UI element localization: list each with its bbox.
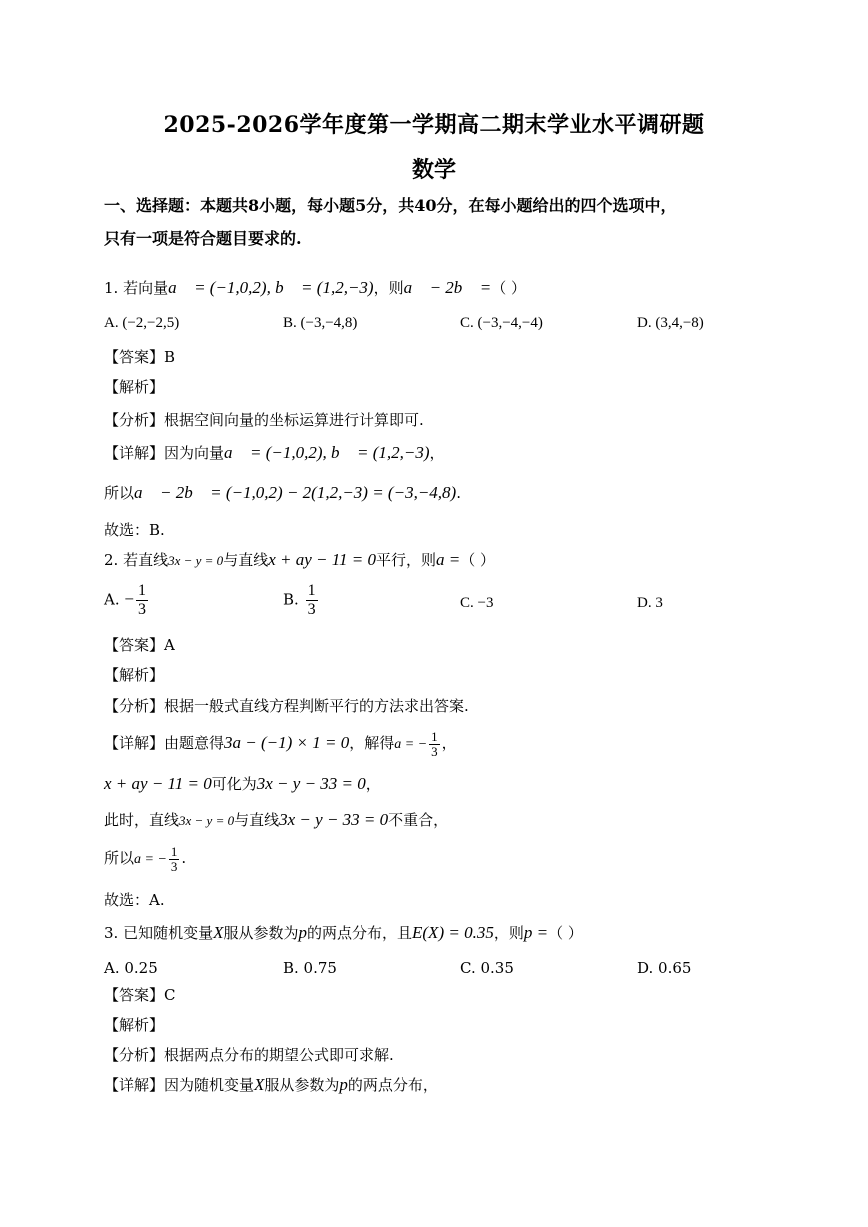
q2-answer: 【答案】A [104, 636, 175, 654]
q1-stem [104, 278, 526, 298]
q2-xiangjie [104, 725, 457, 763]
q1-fenxi: 【分析】根据空间向量的坐标运算进行计算即可. [104, 411, 424, 429]
q1-stem-mid: ，则 [373, 279, 404, 297]
q2-option-b-label: B. [283, 590, 299, 609]
q2-line4 [104, 840, 186, 878]
q3-stem-x: X [213, 923, 224, 942]
q2-line3 [104, 810, 448, 831]
q1-xiangjie-prefix: 【详解】因为向量 [104, 444, 225, 462]
q2-line2-math2: 3x − y − 33 = 0 [256, 774, 366, 793]
q2-xiangjie-mid: ，解得 [349, 734, 395, 752]
q3-option-b: B. 0.75 [283, 959, 337, 977]
q2-xiangjie-suffix: ， [441, 734, 457, 752]
q2-guxuan: 故选：A. [104, 891, 165, 909]
q2-option-d: D. 3 [637, 595, 663, 611]
q1-option-a: A. (−2,−2,5) [104, 315, 180, 331]
q2-line2 [104, 774, 381, 794]
q2-stem-mid2: 平行，则 [375, 551, 436, 569]
q2-line2-mid: 可化为 [211, 775, 257, 793]
q1-suoyi-math: a⃗ − 2b⃗ = (−1,0,2) − 2(1,2,−3) = (−3,−4,8) [134, 483, 457, 502]
q2-xiangjie-math2: a = − [394, 737, 428, 752]
q2-option-b-fraction: $\frac{1}{3}$ [307, 582, 316, 618]
q3-jiexi: 【解析】 [104, 1016, 165, 1034]
q2-option-b [283, 582, 320, 619]
q1-option-b: B. (−3,−4,8) [283, 315, 358, 331]
q1-stem-prefix: 1. 若向量 [104, 279, 169, 297]
q2-option-a-sign: − [124, 589, 134, 609]
q2-fenxi: 【分析】根据一般式直线方程判断平行的方法求出答案. [104, 697, 469, 715]
q2-line2-math1: x + ay − 11 = 0 [104, 774, 212, 793]
q2-stem-suffix: （ ） [460, 551, 495, 569]
q3-stem-p: p [298, 923, 307, 942]
q2-xiangjie-fraction: $\frac{1}{3}$ [431, 728, 438, 759]
q2-option-a [104, 582, 150, 619]
q2-line4-fraction: $\frac{1}{3}$ [170, 843, 178, 874]
q3-stem-mid3: ，则 [493, 924, 524, 942]
q3-xiangjie-prefix: 【详解】因为随机变量 [104, 1076, 255, 1094]
q2-xiangjie-math: 3a − (−1) × 1 = 0 [224, 733, 350, 752]
q3-xiangjie-suffix: 的两点分布， [347, 1076, 438, 1094]
q3-stem-prefix: 3. 已知随机变量 [104, 924, 214, 942]
q3-stem [104, 923, 583, 943]
q2-option-a-fraction: $\frac{1}{3}$ [137, 582, 146, 618]
q1-xiangjie-math: a⃗ = (−1,0,2), b⃗ = (1,2,−3) [224, 443, 430, 462]
q1-stem-suffix: （ ） [491, 279, 527, 297]
q2-line4-suffix: . [181, 849, 187, 867]
q2-line3-mid: 与直线 [234, 811, 280, 829]
q1-suoyi-suffix: . [456, 484, 461, 502]
q1-guxuan: 故选：B. [104, 521, 165, 539]
q2-line3-prefix: 此时，直线 [104, 811, 180, 829]
q3-stem-suffix: （ ） [548, 924, 583, 942]
q3-stem-math: E(X) = 0.35 [412, 923, 494, 942]
q1-option-c: C. (−3,−4,−4) [460, 315, 543, 331]
q2-stem-math1: 3x − y = 0 [168, 553, 224, 568]
q3-option-c: C. 0.35 [460, 959, 514, 977]
q3-stem-math2: p = [523, 923, 549, 942]
document-title: 2025-2026学年度第一学期高二期末学业水平调研题 [163, 112, 705, 138]
q2-xiangjie-prefix: 【详解】由题意得 [104, 734, 225, 752]
q2-stem-math2: x + ay − 11 = 0 [268, 550, 376, 569]
q3-option-a: A. 0.25 [104, 959, 158, 977]
q2-line3-math2: 3x − y − 33 = 0 [279, 810, 389, 829]
q2-stem [104, 550, 495, 571]
q3-xiangjie-x: X [254, 1075, 265, 1094]
q3-xiangjie-mid: 服从参数为 [264, 1076, 340, 1094]
q3-xiangjie-p: p [339, 1075, 348, 1094]
q1-suoyi-prefix: 所以 [104, 484, 135, 502]
q3-stem-mid: 服从参数为 [223, 924, 299, 942]
q1-stem-math: a⃗ = (−1,0,2), b⃗ = (1,2,−3) [168, 278, 374, 297]
q1-stem-math2: a⃗ − 2b⃗ = [403, 278, 492, 297]
q2-stem-mid: 与直线 [223, 551, 269, 569]
q1-option-d: D. (3,4,−8) [637, 315, 704, 331]
q2-line4-math: a = − [134, 852, 167, 867]
q2-line2-suffix: ， [365, 775, 381, 793]
q1-suoyi [104, 483, 461, 503]
q3-stem-mid2: 的两点分布，且 [307, 924, 413, 942]
q2-stem-prefix: 2. 若直线 [104, 551, 169, 569]
q3-answer: 【答案】C [104, 986, 176, 1004]
q1-xiangjie-suffix: ， [429, 444, 445, 462]
q2-option-a-label: A. [104, 590, 120, 609]
q2-option-c: C. −3 [460, 595, 494, 611]
q2-jiexi: 【解析】 [104, 666, 165, 684]
section-heading-line2: 只有一项是符合题目要求的. [104, 229, 302, 248]
subject-title: 数学 [411, 157, 456, 183]
q1-answer: 【答案】B [104, 348, 176, 366]
q2-line3-suffix: 不重合， [388, 811, 449, 829]
section-heading-line1: 一、选择题：本题共8小题，每小题5分，共40分，在每小题给出的四个选项中， [104, 196, 677, 215]
q3-xiangjie [104, 1075, 438, 1095]
q3-fenxi: 【分析】根据两点分布的期望公式即可求解. [104, 1046, 394, 1064]
q2-line4-prefix: 所以 [104, 849, 135, 867]
q1-xiangjie [104, 443, 445, 463]
q2-line3-math1: 3x − y = 0 [179, 813, 235, 828]
q2-stem-math3: a = [435, 550, 461, 569]
q1-jiexi: 【解析】 [104, 378, 165, 396]
q3-option-d: D. 0.65 [637, 959, 692, 977]
